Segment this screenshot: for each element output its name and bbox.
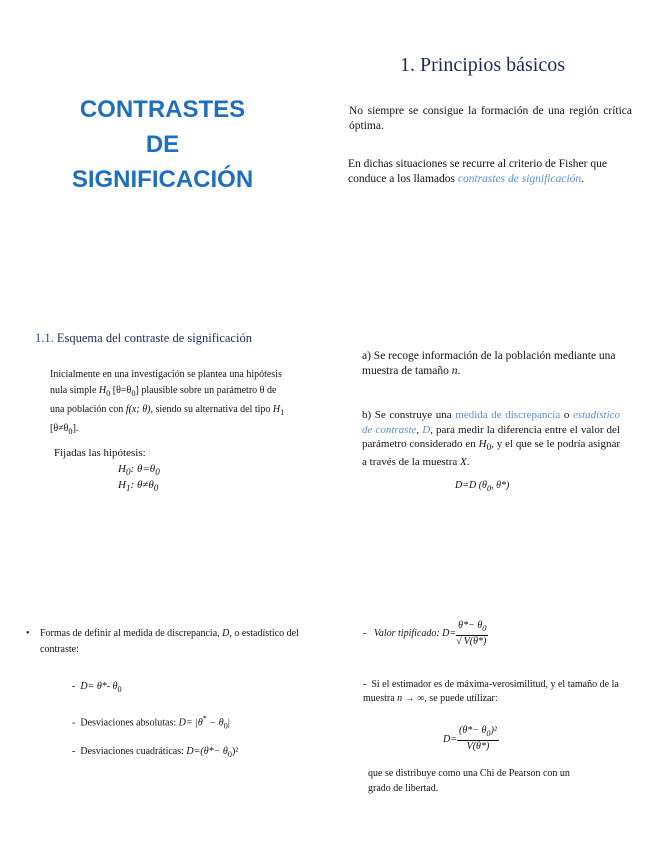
hypothesis-h0: $H_0$: $\theta=\theta_0$: [118, 463, 160, 478]
contrastes-link: contrastes de significación: [457, 173, 582, 185]
estadistico-link: estadístico de contraste: [362, 409, 621, 436]
formula-chi-statistic: D= $\frac{(\theta*- \theta_0)^2}{V(\theta*)}$: [443, 725, 497, 752]
paragraph-hipotesis: Inicialmente en una investigación se plantea una hipótesis nula simple $H_0$ $[\theta=\theta_0]$ plausible sobre un parámetro θ de una población con f(x; θ), siendo su alternativa del tipo $H_1$ $[\theta\ne\theta_0]$.: [50, 369, 285, 436]
main-title: [40, 92, 285, 197]
formula-discrepancy: D=D ($\theta_0$, θ*): [455, 480, 510, 493]
subsection-title-esquema: [35, 331, 252, 346]
fijadas-label: Fijadas las hipótesis:: [54, 447, 146, 459]
subsection-number: 1.1.: [35, 331, 54, 345]
paragraph-region-critica: No siempre se consigue la formación de una región crítica óptima.: [349, 105, 632, 132]
sqrt-icon: √: [456, 636, 462, 647]
fraction-chi: $\frac{(\theta*- \theta_0)^2}{V(\theta*)}$: [458, 725, 497, 752]
medida-discrepancia-link: medida de discrepancia: [455, 409, 561, 421]
paragraph-max-verosimilitud: - Si el estimador es de máxima-verosimilitud, y el tamaño de la muestra n → ∞, se puede utilizar:: [363, 679, 619, 704]
measure-item-3: - Desviaciones cuadráticas: $D=(\theta*- \theta_0)^2$: [72, 746, 239, 759]
measure-item-2: - Desviaciones absolutas: $D= |\theta^* - \theta_0|$: [72, 714, 230, 731]
subsection-text: Esquema del contraste de significación: [56, 331, 252, 345]
paragraph-fisher: En dichas situaciones se recurre al criterio de Fisher que conduce a los llamados contrastes de significación.: [348, 158, 607, 185]
fraction-tipificado: $\frac{\theta*- \theta_0}{√ V(\theta*)}$: [456, 620, 487, 647]
section-number: 1.: [400, 54, 415, 76]
paragraph-step-b: b) Se construye una medida de discrepancia o estadístico de contraste, D, para medir la diferencia entre el valor del parámetro considerado en $H_0$, y el que se le podría asignar a través de la muestra X.: [362, 409, 621, 468]
title-line-3: SIGNIFICACIÓN: [71, 166, 254, 193]
section-text: Principios básicos: [420, 54, 565, 76]
measure-valor-tipificado: - Valor tipificado: D= $\frac{\theta*- \theta_0}{√ V(\theta*)}$: [363, 620, 487, 647]
section-title-principios: [400, 54, 565, 77]
title-line-2: DE: [145, 131, 180, 158]
paragraph-chi-pearson: que se distribuye como una Chi de Pearson con un grado de libertad.: [368, 768, 570, 794]
paragraph-formas: • Formas de definir al medida de discrepancia, D, o estadístico del contraste:: [26, 628, 299, 655]
bullet-icon: •: [26, 628, 30, 639]
title-line-1: CONTRASTES: [79, 96, 246, 123]
measure-item-1: - D= θ*- $\theta_0$: [72, 681, 122, 694]
paragraph-step-a: a) Se recoge información de la población mediante una muestra de tamaño n.: [362, 350, 616, 377]
hypothesis-h1: $H_1$: $\theta\ne\theta_0$: [118, 479, 159, 494]
